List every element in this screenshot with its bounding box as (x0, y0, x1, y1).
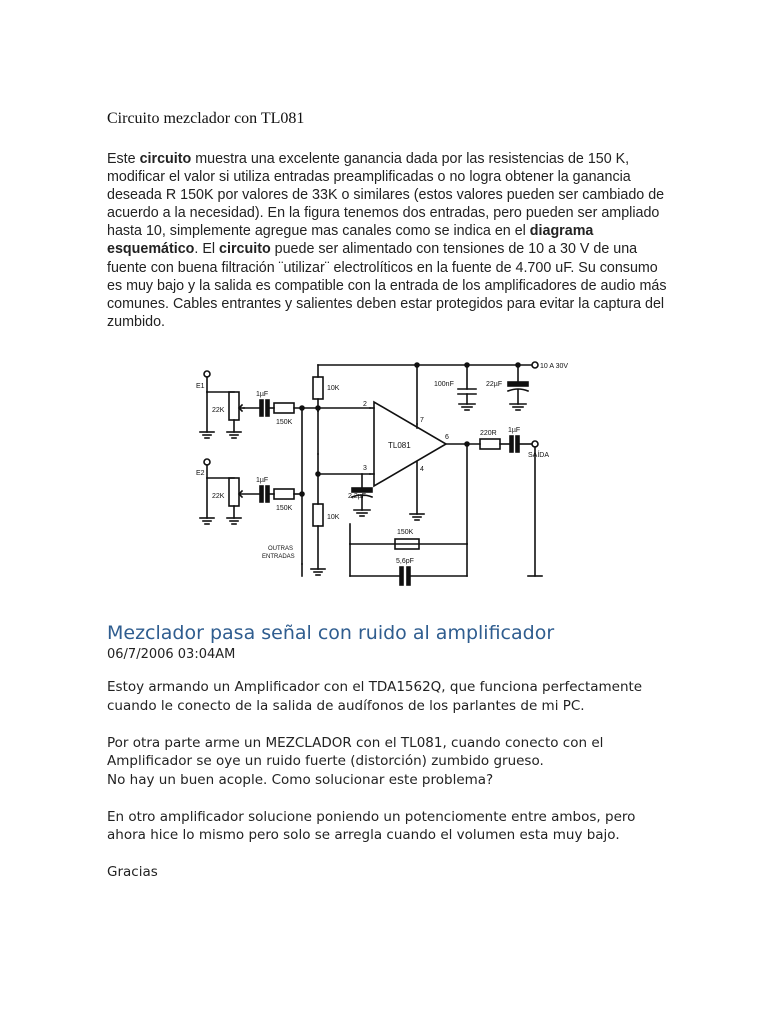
other-inputs-label: ENTRADAS (262, 554, 295, 560)
post-paragraph: Por otra parte arme un MEZCLADOR con el TL081, cuando conecto con el Amplificador se oye un ruido fuerte (distorción) zumbido grueso. No hay un buen acople. Como solucionar este problema? (107, 734, 604, 788)
input2-label: E2 (196, 470, 205, 477)
res-in1-label: 150K (276, 419, 293, 426)
post-paragraph: En otro amplificador solucione poniendo un potenciomente entre ambos, pero ahora hice lo mismo pero solo se arregla cuando el volumen esta muy bajo. (107, 808, 636, 843)
pin7-label: 7 (420, 417, 424, 424)
post-date: 06/7/2006 03:04AM (107, 647, 236, 662)
cap-out-label: 1µF (508, 427, 521, 434)
pin6-label: 6 (445, 434, 449, 441)
res-top-label: 10K (327, 385, 340, 392)
cap-supply-label: 22µF (486, 381, 503, 388)
res-feedback-label: 150K (397, 529, 414, 536)
pin2-label: 2 (363, 401, 367, 408)
pin4-label: 4 (420, 466, 424, 473)
post-signoff: Gracias (107, 864, 158, 880)
pot1-label: 22K (212, 407, 225, 414)
cap-bias-label: 2,2µF (348, 493, 367, 500)
post-body (107, 678, 667, 900)
article-intro: Este circuito muestra una excelente ganancia dada por las resistencias de 150 K, modificar el valor si utiliza entradas preamplificadas o no logra obtener la ganancia deseada R 150K por valores de 33K o similares (estos valores pueden ser cambiado de acuerdo a la necesidad). En la figura tenemos dos entradas, pero pueden ser ampliado hasta 10, simplemente agregue mas canales como se indica en el diagrama esquemático. El circuito puede ser alimentado con tensiones de 10 a 30 V de una fuente con buena filtración ¨utilizar¨ electrolíticos en la fuente de 4.700 uF. Su consumo es muy bajo y la salida es compatible con la entrada de los amplificadores de audio más comunes. Cables entrantes y salientes deben estar protegidos para evitar la captura del zumbido. (107, 151, 667, 330)
bold-term: diagrama esquemático (107, 223, 594, 258)
supply-label: 10 A 30V (540, 363, 569, 370)
post-title: Mezclador pasa señal con ruido al amplificador (107, 622, 555, 644)
cap-in1-label: 1µF (256, 391, 269, 398)
other-inputs-label: OUTRAS (268, 546, 294, 552)
pin3-label: 3 (363, 465, 367, 472)
pot2-label: 22K (212, 493, 225, 500)
cap-feedback-label: 5,6pF (396, 558, 414, 565)
res-out-label: 220R (480, 430, 497, 437)
opamp-label: TL081 (388, 441, 411, 450)
res-bottom-label: 10K (327, 514, 340, 521)
post-paragraph: Estoy armando un Amplificador con el TDA1562Q, que funciona perfectamente cuando le conecto de la salida de audífonos de los parlantes de mi PC. (107, 679, 643, 714)
output-label: SAÍDA (528, 452, 550, 459)
res-in2-label: 150K (276, 505, 293, 512)
bold-term: circuito (219, 241, 271, 258)
cap-in2-label: 1µF (256, 477, 269, 484)
cap-decouple-label: 100nF (434, 381, 454, 388)
input1-label: E1 (196, 383, 205, 390)
bold-term: circuito (139, 151, 192, 167)
circuit-schematic (190, 344, 570, 592)
article-title: Circuito mezclador con TL081 (107, 110, 305, 127)
schematic-svg (190, 344, 570, 592)
